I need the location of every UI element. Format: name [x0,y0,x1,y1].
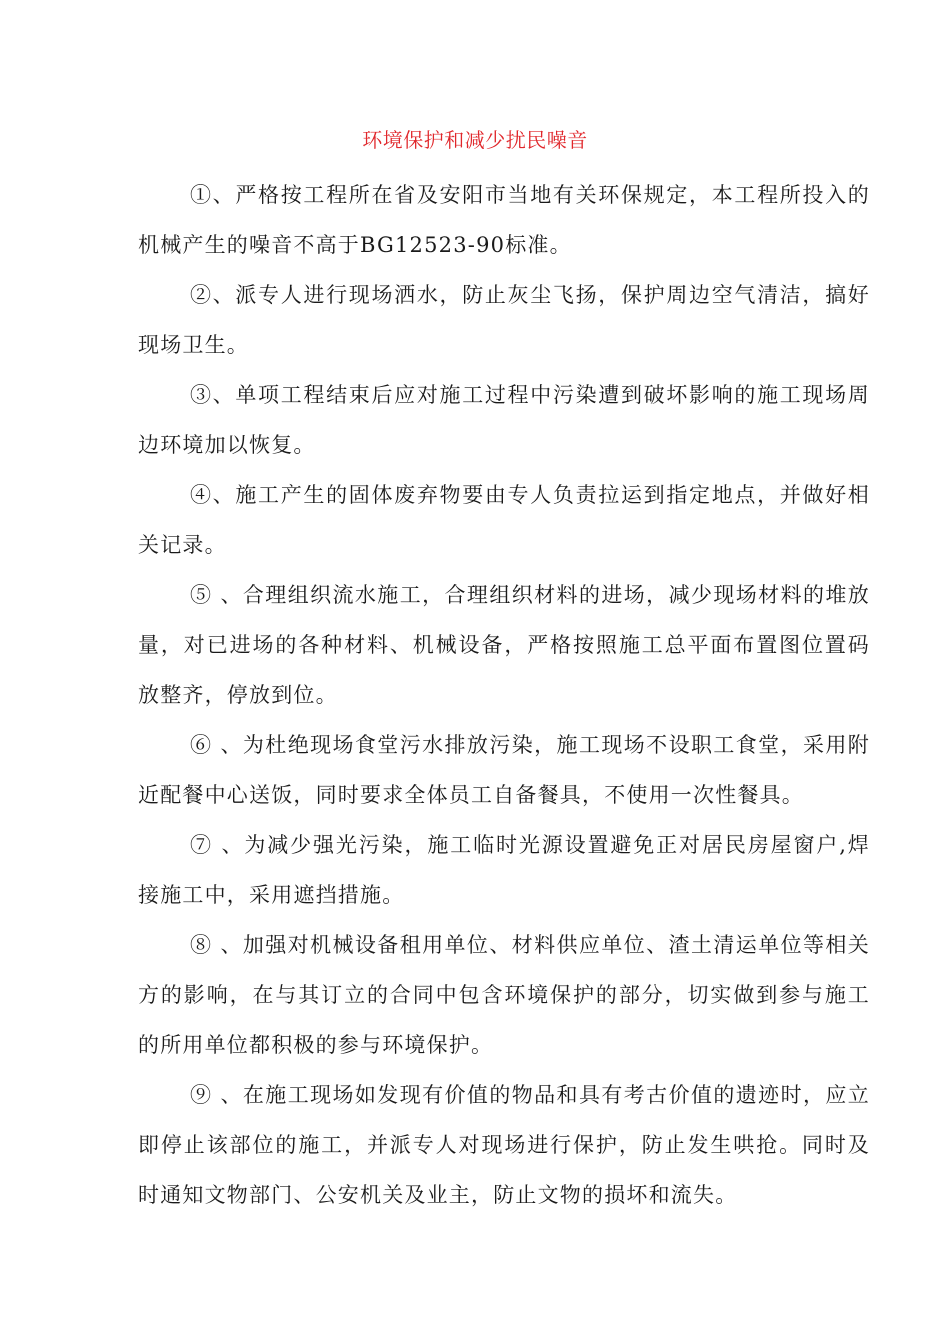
paragraph-7: ⑦ 、为减少强光污染，施工临时光源设置避免正对居民房屋窗户,焊接施工中，采用遮挡措施。 [138,833,870,907]
document-body [138,170,870,1220]
paragraph-5: ⑤ 、合理组织流水施工，合理组织材料的进场，减少现场材料的堆放量，对已进场的各种材料、机械设备，严格按照施工总平面布置图位置码放整齐，停放到位。 [138,583,870,707]
paragraph-8: ⑧ 、加强对机械设备租用单位、材料供应单位、渣土清运单位等相关方的影响，在与其订立的合同中包含环境保护的部分，切实做到参与施工的所用单位都积极的参与环境保护。 [138,933,870,1057]
paragraph-1: ①、严格按工程所在省及安阳市当地有关环保规定，本工程所投入的机械产生的噪音不高于BG12523-90标准。 [138,183,870,257]
document-title: 环境保护和减少扰民噪音 [362,128,588,152]
paragraph-6: ⑥ 、为杜绝现场食堂污水排放污染，施工现场不设职工食堂，采用附近配餐中心送饭，同时要求全体员工自备餐具，不使用一次性餐具。 [138,733,870,807]
paragraph-4: ④、施工产生的固体废弃物要由专人负责拉运到指定地点，并做好相关记录。 [138,483,870,557]
paragraph-2: ②、派专人进行现场洒水，防止灰尘飞扬，保护周边空气清洁，搞好现场卫生。 [138,283,870,357]
paragraph-9: ⑨ 、在施工现场如发现有价值的物品和具有考古价值的遗迹时，应立即停止该部位的施工，并派专人对现场进行保护，防止发生哄抢。同时及时通知文物部门、公安机关及业主，防止文物的损坏和流失。 [138,1083,870,1207]
paragraph-3: ③、单项工程结束后应对施工过程中污染遭到破坏影响的施工现场周边环境加以恢复。 [138,383,870,457]
